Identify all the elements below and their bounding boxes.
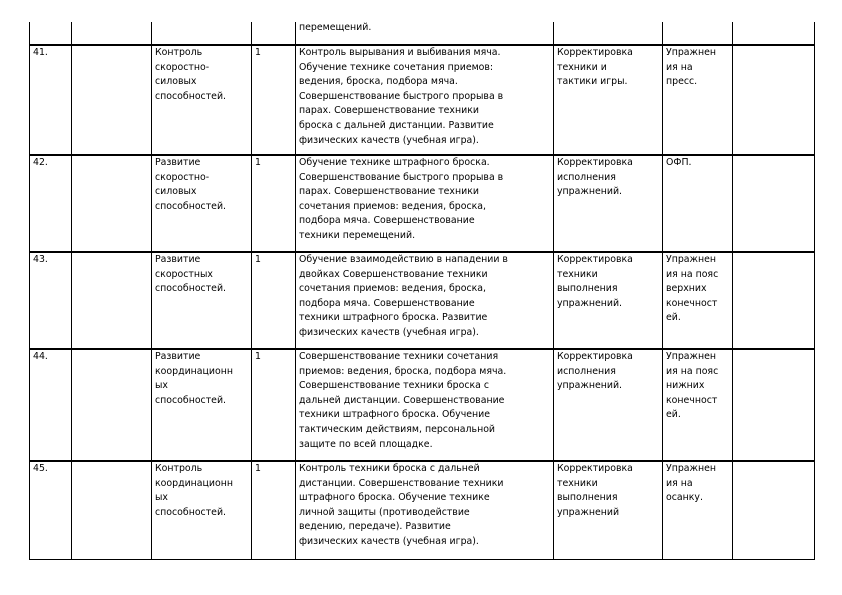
cell-note — [733, 349, 815, 461]
table-row-43 — [30, 252, 815, 349]
cell-topic: Развитие координационн ых способностей. — [152, 349, 252, 461]
cell-hours: 1 — [252, 461, 296, 559]
cell-note — [733, 461, 815, 559]
cell-date — [72, 349, 152, 461]
cell-content: Совершенствование техники сочетания приемов: ведения, броска, подбора мяча. Совершенствование техники броска с дальней дистанции. Совершенствование техники штрафного броска. Обучение тактическим действиям, персональной защите по всей площадке. — [296, 349, 554, 461]
cell-note — [733, 155, 815, 252]
cell-homework: Упражнен ия на пояс нижних конечност ей. — [663, 349, 733, 461]
cell-topic: Контроль скоростно- силовых способностей. — [152, 45, 252, 155]
cell-date — [72, 155, 152, 252]
cell-content: Контроль вырывания и выбивания мяча. Обучение технике сочетания приемов: ведения, броска, подбора мяча. Совершенствование быстрого прорыва в парах. Совершенствование техники броска с дальней дистанции. Развитие физических качеств (учебная игра). — [296, 45, 554, 155]
cell-content: перемещений. — [296, 22, 554, 45]
cell-homework: ОФП. — [663, 155, 733, 252]
cell-date — [72, 252, 152, 349]
cell-correction: Корректировка исполнения упражнений. — [554, 155, 663, 252]
lesson-plan-table — [29, 22, 815, 560]
cell-date — [72, 461, 152, 559]
table-row-42 — [30, 155, 815, 252]
table-row-continuation — [30, 22, 815, 45]
cell-homework: Упражнен ия на пояс верхних конечност ей. — [663, 252, 733, 349]
cell-num: 44. — [30, 349, 72, 461]
cell-hours: 1 — [252, 252, 296, 349]
cell-topic — [152, 22, 252, 45]
cell-correction — [554, 22, 663, 45]
cell-homework: Упражнен ия на пресс. — [663, 45, 733, 155]
table-row-41 — [30, 45, 815, 155]
cell-date — [72, 22, 152, 45]
cell-num — [30, 22, 72, 45]
cell-num: 43. — [30, 252, 72, 349]
cell-hours — [252, 22, 296, 45]
table-row-44 — [30, 349, 815, 461]
cell-topic: Развитие скоростных способностей. — [152, 252, 252, 349]
table-row-45 — [30, 461, 815, 559]
cell-homework — [663, 22, 733, 45]
cell-note — [733, 45, 815, 155]
cell-correction: Корректировка исполнения упражнений. — [554, 349, 663, 461]
cell-content: Обучение технике штрафного броска. Совершенствование быстрого прорыва в парах. Совершенствование техники сочетания приемов: ведения, броска, подбора мяча. Совершенствование техники перемещений. — [296, 155, 554, 252]
cell-num: 42. — [30, 155, 72, 252]
cell-content: Контроль техники броска с дальней дистанции. Совершенствование техники штрафного броска. Обучение технике личной защиты (противодействие ведению, передаче). Развитие физических качеств (учебная игра). — [296, 461, 554, 559]
cell-hours: 1 — [252, 45, 296, 155]
cell-hours: 1 — [252, 155, 296, 252]
cell-correction: Корректировка техники выполнения упражнений. — [554, 252, 663, 349]
cell-topic: Развитие скоростно- силовых способностей. — [152, 155, 252, 252]
cell-correction: Корректировка техники выполнения упражнений — [554, 461, 663, 559]
cell-num: 41. — [30, 45, 72, 155]
cell-note — [733, 22, 815, 45]
cell-homework: Упражнен ия на осанку. — [663, 461, 733, 559]
cell-hours: 1 — [252, 349, 296, 461]
cell-date — [72, 45, 152, 155]
cell-topic: Контроль координационн ых способностей. — [152, 461, 252, 559]
cell-note — [733, 252, 815, 349]
cell-content: Обучение взаимодействию в нападении в двойках Совершенствование техники сочетания приемов: ведения, броска, подбора мяча. Совершенствование техники штрафного броска. Развитие физических качеств (учебная игра). — [296, 252, 554, 349]
cell-correction: Корректировка техники и тактики игры. — [554, 45, 663, 155]
cell-num: 45. — [30, 461, 72, 559]
